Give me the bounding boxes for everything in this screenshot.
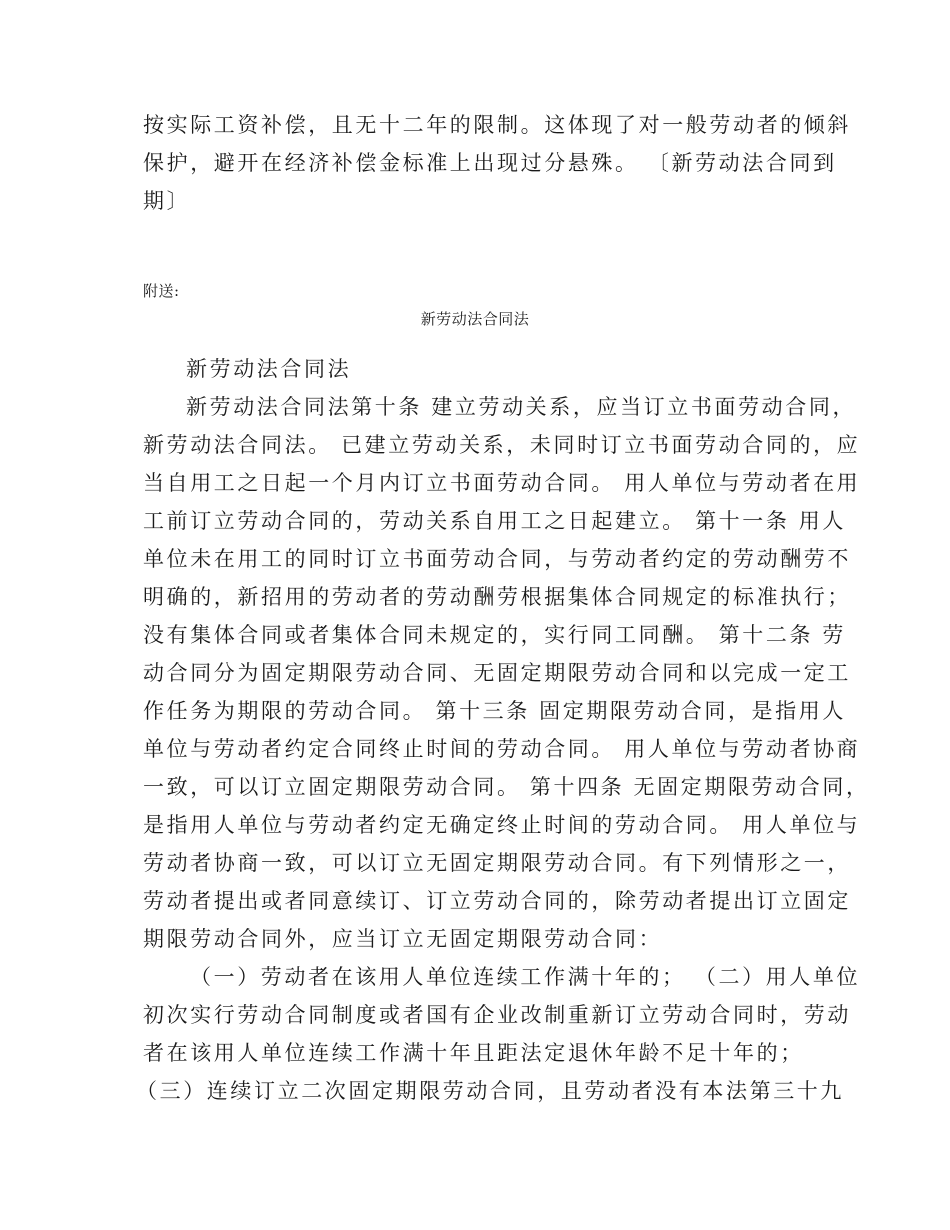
paragraph-line: 劳动者提出或者同意续订、订立劳动合同的，除劳动者提出订立固定 bbox=[143, 889, 851, 913]
list-item-line: 初次实行劳动合同制度或者国有企业改制重新订立劳动合同时，劳动 bbox=[143, 1003, 851, 1027]
paragraph-line: 期限劳动合同外，应当订立无固定期限劳动合同： bbox=[143, 927, 663, 951]
paragraph-line: 明确的，新招用的劳动者的劳动酬劳根据集体合同规定的标准执行； bbox=[143, 585, 851, 609]
appendix-title: 新劳动法合同法 bbox=[420, 310, 530, 328]
list-item-line: 者在该用人单位连续工作满十年且距法定退休年龄不足十年的； bbox=[143, 1041, 804, 1065]
paragraph-line: 一致，可以订立固定期限劳动合同。 第十四条 无固定期限劳动合同， bbox=[143, 775, 870, 799]
section-heading: 新劳动法合同法 bbox=[186, 357, 352, 381]
paragraph-line: 动合同分为固定期限劳动合同、无固定期限劳动合同和以完成一定工 bbox=[143, 661, 851, 685]
paragraph-line: 新劳动法合同法第十条 建立劳动关系，应当订立书面劳动合同， bbox=[186, 395, 857, 419]
paragraph-line: 保护，避开在经济补偿金标准上出现过分悬殊。 〔新劳动法合同到 bbox=[143, 151, 837, 175]
paragraph-line: 按实际工资补偿，且无十二年的限制。这体现了对一般劳动者的倾斜 bbox=[143, 113, 851, 137]
paragraph-line: 劳动者协商一致，可以订立无固定期限劳动合同。有下列情形之一， bbox=[143, 851, 851, 875]
paragraph-line: 单位未在用工的同时订立书面劳动合同，与劳动者约定的劳动酬劳不 bbox=[143, 547, 851, 571]
paragraph-line: 工前订立劳动合同的，劳动关系自用工之日起建立。 第十一条 用人 bbox=[143, 509, 846, 533]
paragraph-line: 期〕 bbox=[143, 189, 191, 213]
list-item-line: （三）连续订立二次固定期限劳动合同，且劳动者没有本法第三十九 bbox=[136, 1079, 844, 1103]
paragraph-line: 新劳动法合同法。 已建立劳动关系，未同时订立书面劳动合同的，应 bbox=[143, 433, 861, 457]
appendix-label: 附送: bbox=[143, 282, 180, 300]
list-item-line: （一）劳动者在该用人单位连续工作满十年的； （二）用人单位 bbox=[190, 965, 861, 989]
paragraph-line: 单位与劳动者约定合同终止时间的劳动合同。 用人单位与劳动者协商 bbox=[143, 737, 861, 761]
paragraph-line: 作任务为期限的劳动合同。 第十三条 固定期限劳动合同，是指用人 bbox=[143, 699, 846, 723]
paragraph-line: 是指用人单位与劳动者约定无确定终止时间的劳动合同。 用人单位与 bbox=[143, 813, 861, 837]
paragraph-line: 没有集体合同或者集体合同未规定的，实行同工同酬。 第十二条 劳 bbox=[143, 623, 846, 647]
paragraph-line: 当自用工之日起一个月内订立书面劳动合同。 用人单位与劳动者在用 bbox=[143, 471, 861, 495]
